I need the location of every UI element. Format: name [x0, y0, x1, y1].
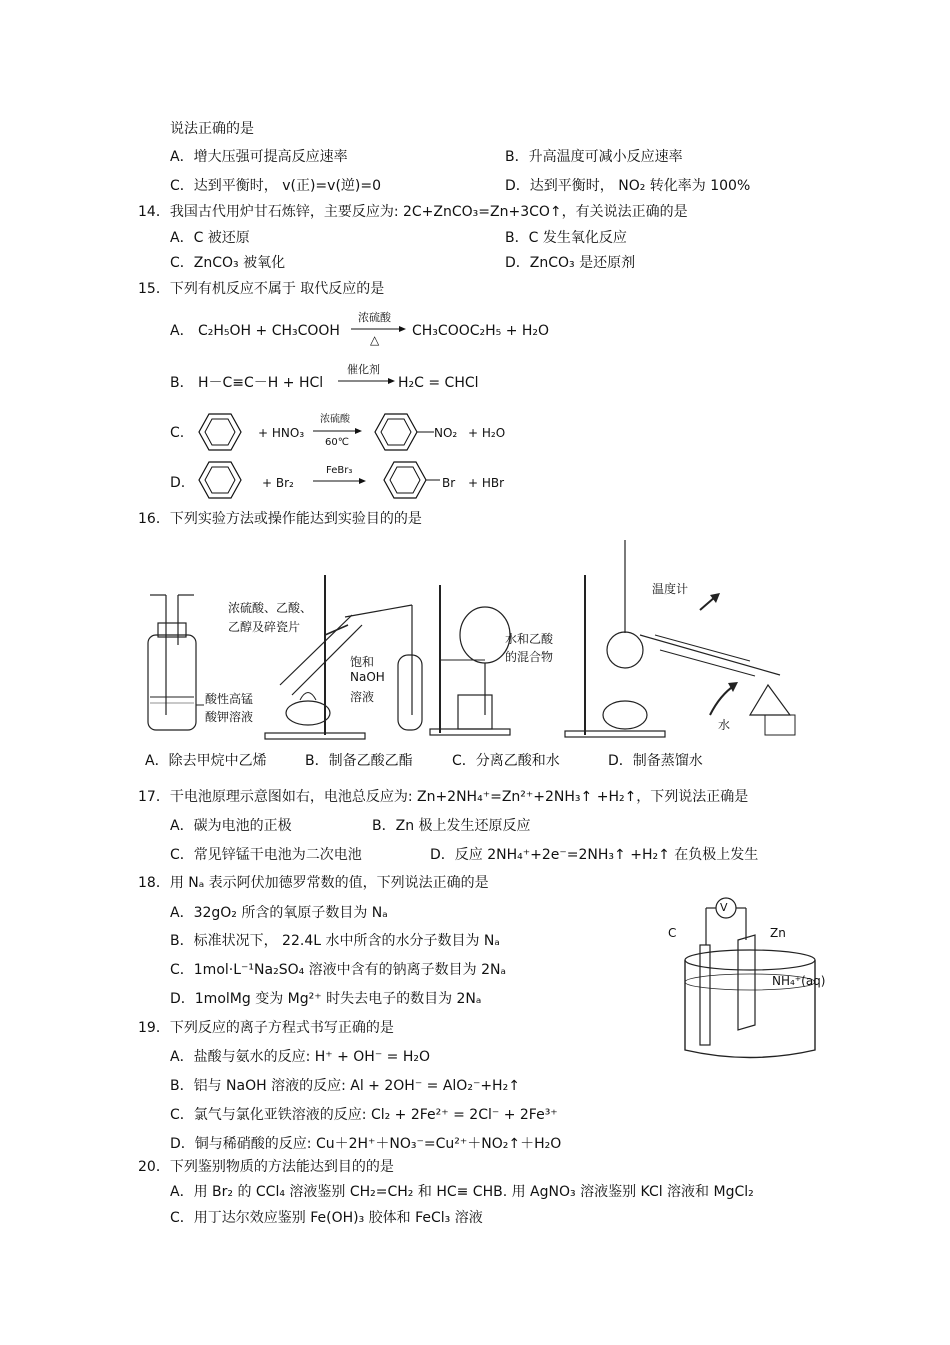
q16-fig-b-label-1: 浓硫酸、乙酸、 — [228, 601, 313, 615]
gas-washing-bottle-icon — [148, 595, 204, 730]
q14-option-a: A．C 被还原 — [170, 230, 250, 246]
q15-c-condition-bottom: 60℃ — [325, 437, 349, 448]
q15-c-label: C. — [170, 425, 185, 441]
q19-option-d: D．铜与稀硝酸的反应: Cu＋2H⁺＋NO₃⁻=Cu²⁺＋NO₂↑＋H₂O — [170, 1136, 562, 1152]
q15-c-arrow — [312, 426, 364, 436]
q14-option-b: B．C 发生氧化反应 — [505, 230, 627, 246]
q14-option-c: C．ZnCO₃ 被氧化 — [170, 255, 286, 271]
q13-option-a: A．增大压强可提高反应速率 — [170, 149, 348, 165]
q20-option-c: C．用丁达尔效应鉴别 Fe(OH)₃ 胶体和 FeCl₃ 溶液 — [170, 1210, 483, 1226]
q18-option-b: B．标准状况下， 22.4L 水中所含的水分子数目为 Nₐ — [170, 933, 500, 949]
q17-option-a: A．碳为电池的正极 — [170, 818, 292, 834]
q16-option-d: D．制备蒸馏水 — [608, 753, 703, 769]
q15-stem: 15．下列有机反应不属于 取代反应的是 — [138, 281, 385, 297]
q17-option-d: D．反应 2NH₄⁺+2e⁻=2NH₃↑ +H₂↑ 在负极上发生 — [430, 847, 759, 863]
q18-option-a: A．32gO₂ 所含的氧原子数目为 Nₐ — [170, 905, 388, 921]
q16-option-a: A．除去甲烷中乙烯 — [145, 753, 267, 769]
q13-option-c: C．达到平衡时， v(正)=v(逆)=0 — [170, 178, 382, 194]
q19-option-a: A．盐酸与氨水的反应: H⁺ + OH⁻ = H₂O — [170, 1049, 431, 1065]
q15-a-label: A． — [170, 323, 194, 339]
q13-option-b: B．升高温度可减小反应速率 — [505, 149, 683, 165]
q17-fig-solution: NH₄⁺(aq) — [772, 974, 826, 988]
q17-fig-voltmeter: V — [720, 901, 728, 914]
q15-c-substituent: NO₂ — [434, 426, 458, 440]
benzene-ring-icon — [198, 460, 242, 500]
q16-fig-b-label-2: 乙醇及碎瓷片 — [228, 620, 301, 634]
distillation-apparatus-icon — [565, 540, 795, 737]
q15-b-label: B． — [170, 375, 194, 391]
q19-stem: 19．下列反应的离子方程式书写正确的是 — [138, 1020, 394, 1036]
q17-fig-carbon: C — [668, 926, 677, 940]
q15-c-reagent: + HNO₃ — [258, 426, 305, 440]
benzene-ring-icon — [198, 412, 242, 452]
q15-c-byproduct: + H₂O — [468, 426, 506, 440]
q13-option-d: D．达到平衡时， NO₂ 转化率为 100% — [505, 178, 751, 194]
q16-fig-a-label-1: 酸性高锰 — [205, 692, 254, 706]
q16-fig-b-label-3: 饱和 — [350, 655, 375, 669]
q15-d-byproduct: + HBr — [468, 476, 505, 490]
q16-fig-d-label-1: 温度计 — [652, 582, 689, 596]
q15-d-label: D. — [170, 475, 186, 491]
q16-fig-c-label-2: 的混合物 — [505, 650, 554, 664]
q15-d-condition-top: FeBr₃ — [326, 465, 353, 476]
bromobenzene-ring-icon — [383, 460, 443, 500]
q15-b-arrow — [337, 376, 397, 386]
q13-stem: 说法正确的是 — [170, 121, 254, 137]
separatory-funnel-icon — [430, 585, 510, 735]
q14-option-d: D．ZnCO₃ 是还原剂 — [505, 255, 636, 271]
q15-c-condition-top: 浓硫酸 — [320, 414, 350, 425]
q16-fig-b-label-5: 溶液 — [350, 690, 375, 704]
q18-stem: 18．用 Nₐ 表示阿伏加德罗常数的值，下列说法正确的是 — [138, 875, 489, 891]
q15-d-substituent: Br — [442, 476, 456, 490]
q15-b-products: H₂C = CHCl — [398, 375, 479, 391]
q15-a-arrow — [350, 324, 408, 334]
q17-stem: 17．干电池原理示意图如右，电池总反应为: Zn+2NH₄⁺=Zn²⁺+2NH₃↑ +H₂↑，下列说法正确是 — [138, 789, 749, 805]
q15-a-reactants: C₂H₅OH + CH₃COOH — [198, 323, 340, 339]
q16-fig-a-label-2: 酸钾溶液 — [205, 710, 254, 724]
q15-b-condition-top: 催化剂 — [347, 363, 380, 376]
q18-option-c: C．1mol·L⁻¹Na₂SO₄ 溶液中含有的钠离子数目为 2Nₐ — [170, 962, 506, 978]
q19-option-b: B．铝与 NaOH 溶液的反应: Al + 2OH⁻ = AlO₂⁻+H₂↑ — [170, 1078, 520, 1094]
q16-stem: 16．下列实验方法或操作能达到实验目的的是 — [138, 511, 422, 527]
nitrobenzene-ring-icon — [374, 412, 440, 452]
q15-a-products: CH₃COOC₂H₅ + H₂O — [412, 323, 550, 339]
q16-fig-d-label-2: 水 — [718, 718, 731, 732]
q14-stem: 14．我国古代用炉甘石炼锌，主要反应为: 2C+ZnCO₃=Zn+3CO↑，有关说法正确的是 — [138, 204, 688, 220]
q16-fig-c-label-1: 水和乙酸 — [505, 632, 554, 646]
q15-a-condition-top: 浓硫酸 — [358, 311, 391, 324]
q18-option-d: D．1molMg 变为 Mg²⁺ 时失去电子的数目为 2Nₐ — [170, 991, 482, 1007]
q15-d-arrow — [312, 476, 368, 486]
q16-option-c: C．分离乙酸和水 — [452, 753, 560, 769]
q16-option-b: B．制备乙酸乙酯 — [305, 753, 413, 769]
q15-b-reactants: H－C≡C－H + HCl — [198, 375, 324, 391]
q15-d-reagent: + Br₂ — [262, 476, 294, 490]
q17-fig-zinc: Zn — [770, 926, 786, 940]
q19-option-c: C．氯气与氯化亚铁溶液的反应: Cl₂ + 2Fe²⁺ = 2Cl⁻ + 2Fe³⁺ — [170, 1107, 558, 1123]
q20-stem: 20．下列鉴别物质的方法能达到目的的是 — [138, 1159, 394, 1175]
q17-option-b: B．Zn 极上发生还原反应 — [372, 818, 531, 834]
q16-fig-b-label-4: NaOH — [350, 670, 385, 684]
q15-a-condition-bottom: △ — [370, 333, 380, 347]
q20-option-ab: A．用 Br₂ 的 CCl₄ 溶液鉴别 CH₂=CH₂ 和 HC≡ CHB. 用 AgNO₃ 溶液鉴别 KCl 溶液和 MgCl₂ — [170, 1184, 754, 1200]
q17-option-c: C．常见锌锰干电池为二次电池 — [170, 847, 362, 863]
